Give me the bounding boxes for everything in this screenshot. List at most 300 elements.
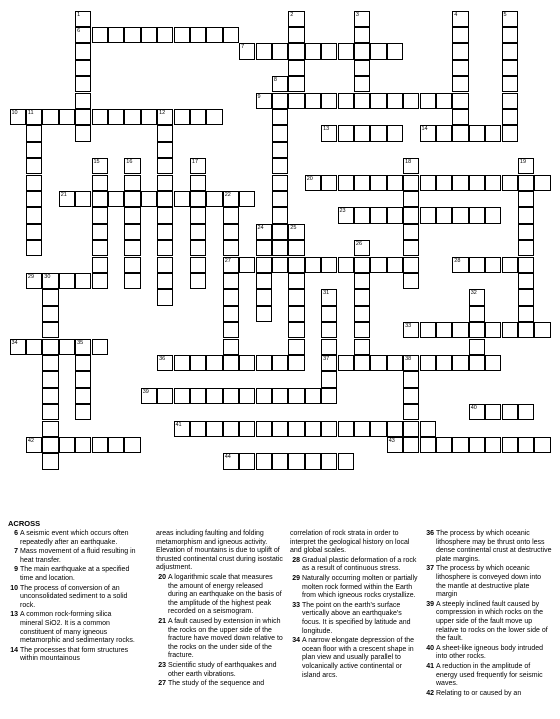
grid-cell[interactable]: [256, 93, 272, 109]
grid-cell[interactable]: [436, 175, 452, 191]
grid-cell[interactable]: [321, 371, 337, 387]
grid-cell[interactable]: [190, 240, 206, 256]
grid-cell[interactable]: [403, 191, 419, 207]
grid-cell[interactable]: [272, 355, 288, 371]
grid-cell[interactable]: [124, 175, 140, 191]
grid-cell[interactable]: [403, 371, 419, 387]
grid-cell[interactable]: [272, 109, 288, 125]
grid-cell[interactable]: [75, 109, 91, 125]
grid-cell[interactable]: [370, 207, 386, 223]
grid-cell[interactable]: [223, 224, 239, 240]
grid-cell[interactable]: [92, 207, 108, 223]
grid-cell[interactable]: [403, 355, 419, 371]
grid-cell[interactable]: [370, 125, 386, 141]
grid-cell[interactable]: [502, 76, 518, 92]
grid-cell[interactable]: [239, 453, 255, 469]
grid-cell[interactable]: [92, 257, 108, 273]
grid-cell[interactable]: [42, 109, 58, 125]
grid-cell[interactable]: [305, 388, 321, 404]
grid-cell[interactable]: [502, 437, 518, 453]
grid-cell[interactable]: [157, 27, 173, 43]
grid-cell[interactable]: [403, 158, 419, 174]
grid-cell[interactable]: [272, 257, 288, 273]
grid-cell[interactable]: [256, 421, 272, 437]
grid-cell[interactable]: [223, 453, 239, 469]
grid-cell[interactable]: [92, 158, 108, 174]
grid-cell[interactable]: [288, 60, 304, 76]
grid-cell[interactable]: [141, 27, 157, 43]
grid-cell[interactable]: [157, 273, 173, 289]
grid-cell[interactable]: [338, 453, 354, 469]
grid-cell[interactable]: [75, 76, 91, 92]
grid-cell[interactable]: [288, 93, 304, 109]
grid-cell[interactable]: [272, 93, 288, 109]
grid-cell[interactable]: [157, 257, 173, 273]
grid-cell[interactable]: [338, 355, 354, 371]
grid-cell[interactable]: [92, 109, 108, 125]
grid-cell[interactable]: [502, 257, 518, 273]
grid-cell[interactable]: [321, 322, 337, 338]
grid-cell[interactable]: [239, 355, 255, 371]
grid-cell[interactable]: [436, 207, 452, 223]
grid-cell[interactable]: [288, 240, 304, 256]
grid-cell[interactable]: [469, 125, 485, 141]
grid-cell[interactable]: [190, 191, 206, 207]
grid-cell[interactable]: [469, 289, 485, 305]
grid-cell[interactable]: [190, 421, 206, 437]
grid-cell[interactable]: [469, 339, 485, 355]
grid-cell[interactable]: [485, 355, 501, 371]
grid-cell[interactable]: [26, 224, 42, 240]
grid-cell[interactable]: [92, 240, 108, 256]
grid-cell[interactable]: [256, 289, 272, 305]
grid-cell[interactable]: [124, 191, 140, 207]
grid-cell[interactable]: [469, 437, 485, 453]
grid-cell[interactable]: [124, 207, 140, 223]
grid-cell[interactable]: [354, 306, 370, 322]
grid-cell[interactable]: [272, 453, 288, 469]
grid-cell[interactable]: [42, 388, 58, 404]
grid-cell[interactable]: [387, 355, 403, 371]
grid-cell[interactable]: [321, 388, 337, 404]
grid-cell[interactable]: [354, 273, 370, 289]
grid-cell[interactable]: [420, 175, 436, 191]
grid-cell[interactable]: [305, 93, 321, 109]
grid-cell[interactable]: [518, 207, 534, 223]
grid-cell[interactable]: [288, 339, 304, 355]
grid-cell[interactable]: [223, 355, 239, 371]
grid-cell[interactable]: [190, 355, 206, 371]
grid-cell[interactable]: [223, 257, 239, 273]
grid-cell[interactable]: [452, 125, 468, 141]
grid-cell[interactable]: [92, 175, 108, 191]
grid-cell[interactable]: [157, 191, 173, 207]
grid-cell[interactable]: [469, 175, 485, 191]
grid-cell[interactable]: [305, 421, 321, 437]
grid-cell[interactable]: [223, 421, 239, 437]
grid-cell[interactable]: [75, 404, 91, 420]
grid-cell[interactable]: [26, 142, 42, 158]
grid-cell[interactable]: [502, 109, 518, 125]
grid-cell[interactable]: [124, 240, 140, 256]
grid-cell[interactable]: [42, 273, 58, 289]
grid-cell[interactable]: [256, 388, 272, 404]
grid-cell[interactable]: [420, 93, 436, 109]
grid-cell[interactable]: [338, 257, 354, 273]
grid-cell[interactable]: [469, 257, 485, 273]
grid-cell[interactable]: [452, 109, 468, 125]
grid-cell[interactable]: [141, 388, 157, 404]
grid-cell[interactable]: [272, 76, 288, 92]
grid-cell[interactable]: [288, 306, 304, 322]
grid-cell[interactable]: [26, 109, 42, 125]
grid-cell[interactable]: [124, 437, 140, 453]
grid-cell[interactable]: [75, 388, 91, 404]
grid-cell[interactable]: [354, 257, 370, 273]
grid-cell[interactable]: [26, 175, 42, 191]
grid-cell[interactable]: [59, 109, 75, 125]
grid-cell[interactable]: [288, 76, 304, 92]
grid-cell[interactable]: [403, 273, 419, 289]
grid-cell[interactable]: [370, 93, 386, 109]
grid-cell[interactable]: [485, 207, 501, 223]
grid-cell[interactable]: [190, 257, 206, 273]
grid-cell[interactable]: [354, 207, 370, 223]
grid-cell[interactable]: [305, 175, 321, 191]
grid-cell[interactable]: [92, 273, 108, 289]
grid-cell[interactable]: [469, 207, 485, 223]
grid-cell[interactable]: [108, 191, 124, 207]
grid-cell[interactable]: [288, 11, 304, 27]
grid-cell[interactable]: [387, 207, 403, 223]
grid-cell[interactable]: [174, 355, 190, 371]
grid-cell[interactable]: [534, 322, 550, 338]
grid-cell[interactable]: [518, 273, 534, 289]
grid-cell[interactable]: [223, 27, 239, 43]
grid-cell[interactable]: [256, 453, 272, 469]
grid-cell[interactable]: [42, 421, 58, 437]
grid-cell[interactable]: [42, 437, 58, 453]
grid-cell[interactable]: [256, 257, 272, 273]
grid-cell[interactable]: [518, 322, 534, 338]
grid-cell[interactable]: [354, 289, 370, 305]
grid-cell[interactable]: [305, 43, 321, 59]
grid-cell[interactable]: [26, 240, 42, 256]
grid-cell[interactable]: [518, 240, 534, 256]
grid-cell[interactable]: [403, 257, 419, 273]
grid-cell[interactable]: [75, 43, 91, 59]
grid-cell[interactable]: [502, 27, 518, 43]
grid-cell[interactable]: [502, 175, 518, 191]
grid-cell[interactable]: [26, 125, 42, 141]
grid-cell[interactable]: [272, 191, 288, 207]
grid-cell[interactable]: [75, 273, 91, 289]
grid-cell[interactable]: [288, 27, 304, 43]
grid-cell[interactable]: [403, 404, 419, 420]
grid-cell[interactable]: [42, 355, 58, 371]
grid-cell[interactable]: [206, 388, 222, 404]
grid-cell[interactable]: [452, 437, 468, 453]
grid-cell[interactable]: [75, 60, 91, 76]
grid-cell[interactable]: [288, 289, 304, 305]
grid-cell[interactable]: [157, 224, 173, 240]
grid-cell[interactable]: [354, 240, 370, 256]
grid-cell[interactable]: [75, 339, 91, 355]
grid-cell[interactable]: [321, 421, 337, 437]
grid-cell[interactable]: [42, 339, 58, 355]
grid-cell[interactable]: [485, 404, 501, 420]
grid-cell[interactable]: [26, 207, 42, 223]
grid-cell[interactable]: [174, 191, 190, 207]
grid-cell[interactable]: [124, 109, 140, 125]
grid-cell[interactable]: [223, 322, 239, 338]
grid-cell[interactable]: [321, 175, 337, 191]
grid-cell[interactable]: [354, 93, 370, 109]
grid-cell[interactable]: [518, 257, 534, 273]
grid-cell[interactable]: [403, 421, 419, 437]
grid-cell[interactable]: [403, 175, 419, 191]
grid-cell[interactable]: [223, 339, 239, 355]
grid-cell[interactable]: [42, 289, 58, 305]
grid-cell[interactable]: [272, 388, 288, 404]
grid-cell[interactable]: [485, 257, 501, 273]
grid-cell[interactable]: [288, 421, 304, 437]
grid-cell[interactable]: [272, 224, 288, 240]
grid-cell[interactable]: [190, 27, 206, 43]
grid-cell[interactable]: [26, 339, 42, 355]
grid-cell[interactable]: [420, 421, 436, 437]
grid-cell[interactable]: [272, 240, 288, 256]
grid-cell[interactable]: [403, 93, 419, 109]
grid-cell[interactable]: [469, 322, 485, 338]
grid-cell[interactable]: [370, 175, 386, 191]
grid-cell[interactable]: [272, 43, 288, 59]
grid-cell[interactable]: [75, 11, 91, 27]
grid-cell[interactable]: [239, 43, 255, 59]
grid-cell[interactable]: [272, 142, 288, 158]
grid-cell[interactable]: [321, 125, 337, 141]
grid-cell[interactable]: [239, 191, 255, 207]
grid-cell[interactable]: [190, 175, 206, 191]
grid-cell[interactable]: [288, 388, 304, 404]
grid-cell[interactable]: [321, 453, 337, 469]
grid-cell[interactable]: [157, 142, 173, 158]
grid-cell[interactable]: [10, 339, 26, 355]
grid-cell[interactable]: [420, 355, 436, 371]
grid-cell[interactable]: [321, 289, 337, 305]
grid-cell[interactable]: [288, 355, 304, 371]
grid-cell[interactable]: [354, 322, 370, 338]
grid-cell[interactable]: [370, 421, 386, 437]
grid-cell[interactable]: [157, 388, 173, 404]
grid-cell[interactable]: [223, 273, 239, 289]
grid-cell[interactable]: [124, 257, 140, 273]
grid-cell[interactable]: [288, 224, 304, 240]
grid-cell[interactable]: [92, 437, 108, 453]
grid-cell[interactable]: [272, 421, 288, 437]
grid-cell[interactable]: [288, 322, 304, 338]
grid-cell[interactable]: [321, 306, 337, 322]
grid-cell[interactable]: [420, 125, 436, 141]
grid-cell[interactable]: [92, 339, 108, 355]
grid-cell[interactable]: [108, 437, 124, 453]
grid-cell[interactable]: [420, 437, 436, 453]
grid-cell[interactable]: [354, 27, 370, 43]
grid-cell[interactable]: [174, 27, 190, 43]
grid-cell[interactable]: [288, 453, 304, 469]
grid-cell[interactable]: [59, 191, 75, 207]
grid-cell[interactable]: [518, 306, 534, 322]
grid-cell[interactable]: [75, 125, 91, 141]
grid-cell[interactable]: [485, 322, 501, 338]
grid-cell[interactable]: [387, 175, 403, 191]
grid-cell[interactable]: [305, 257, 321, 273]
grid-cell[interactable]: [403, 224, 419, 240]
grid-cell[interactable]: [157, 125, 173, 141]
grid-cell[interactable]: [485, 125, 501, 141]
grid-cell[interactable]: [190, 224, 206, 240]
grid-cell[interactable]: [75, 93, 91, 109]
grid-cell[interactable]: [502, 60, 518, 76]
grid-cell[interactable]: [124, 273, 140, 289]
grid-cell[interactable]: [42, 453, 58, 469]
grid-cell[interactable]: [190, 109, 206, 125]
grid-cell[interactable]: [75, 437, 91, 453]
grid-cell[interactable]: [157, 207, 173, 223]
grid-cell[interactable]: [518, 191, 534, 207]
grid-cell[interactable]: [26, 273, 42, 289]
grid-cell[interactable]: [190, 158, 206, 174]
grid-cell[interactable]: [92, 224, 108, 240]
grid-cell[interactable]: [59, 273, 75, 289]
grid-cell[interactable]: [502, 11, 518, 27]
grid-cell[interactable]: [75, 191, 91, 207]
grid-cell[interactable]: [403, 388, 419, 404]
grid-cell[interactable]: [354, 339, 370, 355]
grid-cell[interactable]: [42, 371, 58, 387]
grid-cell[interactable]: [502, 93, 518, 109]
grid-cell[interactable]: [174, 421, 190, 437]
grid-cell[interactable]: [256, 355, 272, 371]
grid-cell[interactable]: [59, 339, 75, 355]
grid-cell[interactable]: [256, 306, 272, 322]
grid-cell[interactable]: [206, 109, 222, 125]
grid-cell[interactable]: [387, 437, 403, 453]
grid-cell[interactable]: [206, 191, 222, 207]
grid-cell[interactable]: [485, 437, 501, 453]
grid-cell[interactable]: [26, 191, 42, 207]
grid-cell[interactable]: [288, 43, 304, 59]
grid-cell[interactable]: [256, 273, 272, 289]
grid-cell[interactable]: [75, 371, 91, 387]
grid-cell[interactable]: [157, 289, 173, 305]
grid-cell[interactable]: [436, 355, 452, 371]
grid-cell[interactable]: [518, 437, 534, 453]
grid-cell[interactable]: [10, 109, 26, 125]
grid-cell[interactable]: [518, 175, 534, 191]
grid-cell[interactable]: [370, 355, 386, 371]
grid-cell[interactable]: [305, 453, 321, 469]
grid-cell[interactable]: [370, 43, 386, 59]
grid-cell[interactable]: [288, 257, 304, 273]
grid-cell[interactable]: [338, 43, 354, 59]
grid-cell[interactable]: [452, 93, 468, 109]
grid-cell[interactable]: [436, 322, 452, 338]
grid-cell[interactable]: [75, 27, 91, 43]
grid-cell[interactable]: [452, 322, 468, 338]
grid-cell[interactable]: [321, 339, 337, 355]
grid-cell[interactable]: [420, 322, 436, 338]
grid-cell[interactable]: [502, 404, 518, 420]
grid-cell[interactable]: [108, 109, 124, 125]
grid-cell[interactable]: [354, 175, 370, 191]
grid-cell[interactable]: [502, 322, 518, 338]
grid-cell[interactable]: [42, 322, 58, 338]
grid-cell[interactable]: [321, 93, 337, 109]
grid-cell[interactable]: [469, 355, 485, 371]
grid-cell[interactable]: [338, 421, 354, 437]
grid-cell[interactable]: [452, 257, 468, 273]
grid-cell[interactable]: [75, 355, 91, 371]
grid-cell[interactable]: [338, 175, 354, 191]
grid-cell[interactable]: [534, 175, 550, 191]
grid-cell[interactable]: [157, 109, 173, 125]
grid-cell[interactable]: [206, 421, 222, 437]
grid-cell[interactable]: [223, 289, 239, 305]
grid-cell[interactable]: [370, 257, 386, 273]
grid-cell[interactable]: [223, 207, 239, 223]
grid-cell[interactable]: [403, 240, 419, 256]
grid-cell[interactable]: [26, 437, 42, 453]
grid-cell[interactable]: [502, 43, 518, 59]
grid-cell[interactable]: [321, 43, 337, 59]
grid-cell[interactable]: [256, 43, 272, 59]
grid-cell[interactable]: [387, 125, 403, 141]
grid-cell[interactable]: [239, 257, 255, 273]
grid-cell[interactable]: [338, 125, 354, 141]
grid-cell[interactable]: [124, 224, 140, 240]
grid-cell[interactable]: [272, 158, 288, 174]
grid-cell[interactable]: [141, 191, 157, 207]
grid-cell[interactable]: [436, 125, 452, 141]
grid-cell[interactable]: [190, 207, 206, 223]
grid-cell[interactable]: [124, 158, 140, 174]
grid-cell[interactable]: [108, 27, 124, 43]
grid-cell[interactable]: [452, 175, 468, 191]
grid-cell[interactable]: [272, 207, 288, 223]
grid-cell[interactable]: [518, 224, 534, 240]
grid-cell[interactable]: [354, 60, 370, 76]
grid-cell[interactable]: [534, 437, 550, 453]
grid-cell[interactable]: [338, 207, 354, 223]
grid-cell[interactable]: [354, 43, 370, 59]
grid-cell[interactable]: [321, 257, 337, 273]
grid-cell[interactable]: [239, 388, 255, 404]
grid-cell[interactable]: [190, 388, 206, 404]
grid-cell[interactable]: [387, 93, 403, 109]
grid-cell[interactable]: [59, 437, 75, 453]
grid-cell[interactable]: [26, 158, 42, 174]
grid-cell[interactable]: [387, 43, 403, 59]
grid-cell[interactable]: [518, 158, 534, 174]
grid-cell[interactable]: [452, 43, 468, 59]
grid-cell[interactable]: [387, 421, 403, 437]
grid-cell[interactable]: [92, 27, 108, 43]
grid-cell[interactable]: [157, 240, 173, 256]
grid-cell[interactable]: [141, 109, 157, 125]
grid-cell[interactable]: [223, 191, 239, 207]
grid-cell[interactable]: [469, 404, 485, 420]
